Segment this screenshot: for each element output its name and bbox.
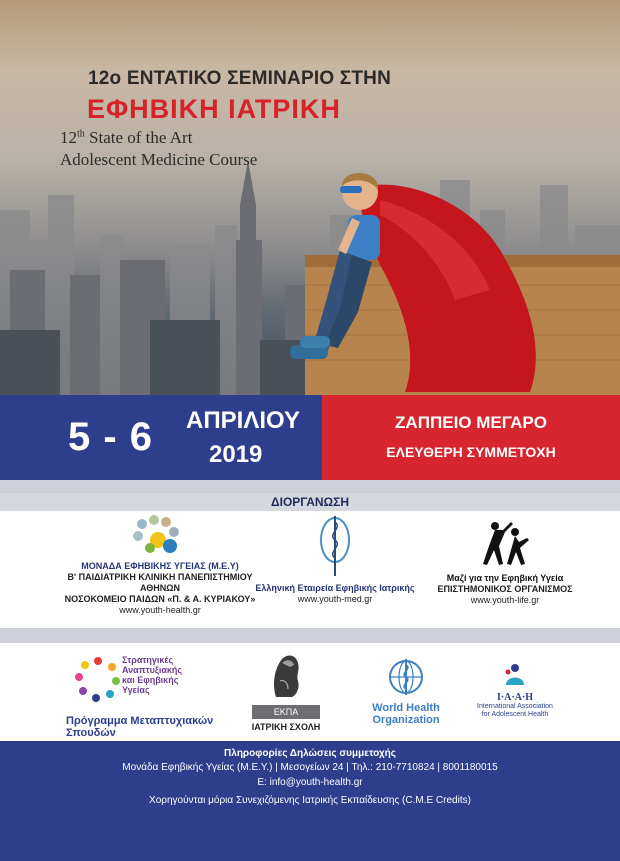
organizers-title: ΔΙΟΡΓΑΝΩΣΗ [0,493,620,511]
org3-type: ΕΠΙΣΤΗΜΟΝΙΚΟΣ ΟΡΓΑΝΙΣΜΟΣ [437,584,573,594]
venue-name: ΖΑΠΠΕΙΟ ΜΕΓΑΡΟ [395,413,547,432]
hero-image [0,0,620,395]
postgraduate-program [66,655,236,739]
date-panel [0,395,322,480]
org3-url[interactable]: www.youth-life.gr [470,595,540,605]
venue-panel [322,395,620,480]
ekpa-label: ΕΚΠΑ [252,705,320,719]
ekpa-medical-school [246,651,326,736]
organizer-youth-med [245,512,425,605]
free-entry: ΕΛΕΥΘΕΡΗ ΣΥΜΜΕΤΟΧΗ [386,444,556,460]
program-line4: Υγείας [122,685,150,695]
english-title-line2: Adolescent Medicine Course [60,150,258,169]
english-title-number: 12 [60,128,77,147]
dancers-logo-icon [475,518,535,568]
iaah-line2: for Adolescent Health [481,711,549,718]
organizer-youth-life [430,518,580,606]
footer-cme: Χορηγούνται μόρια Συνεχιζόμενης Ιατρικής Εκπαίδευσης (C.M.E Credits) [149,795,471,806]
program-title: Πρόγραμμα Μεταπτυχιακών Σπουδών [66,715,214,739]
org3-name: Μαζί για την Εφηβική Υγεία [446,573,564,583]
seminar-title: ΕΦΗΒΙΚΗ ΙΑΤΡΙΚΗ [87,94,341,124]
iaah-line1: International Association [477,703,553,710]
program-line1: Στρατηγικές [122,655,174,665]
people-circle-icon [74,655,122,703]
who-line1: World Health [372,702,440,714]
who-line2: Organization [372,714,440,726]
seminar-subtitle: 12ο ΕΝΤΑΤΙΚΟ ΣΕΜΙΝΑΡΙΟ ΣΤΗΝ [88,68,392,89]
org1-clinic: Β' ΠΑΙΔΙΑΤΡΙΚΗ ΚΛΙΝΙΚΗ ΠΑΝΕΠΙΣΤΗΜΙΟΥ ΑΘΗΝΩΝ [67,572,253,593]
event-year: 2019 [209,441,263,468]
org2-url[interactable]: www.youth-med.gr [297,594,373,604]
city-illustration [0,0,620,395]
divider-strip [0,628,620,643]
english-title-line1 [60,128,192,148]
society-logo-icon [315,512,355,578]
english-title-rest: State of the Art [84,128,193,147]
who-logo [366,657,446,737]
footer-contact [0,741,620,861]
organizer-mey [60,514,260,616]
event-days: 5 - 6 [68,415,154,459]
org2-name: Ελληνική Εταιρεία Εφηβικής Ιατρικής [255,583,415,593]
mey-logo-icon [130,514,190,556]
program-lines [122,655,182,695]
footer-address: Μονάδα Εφηβικής Υγείας (Μ.Ε.Υ.) | Μεσογείων 24 | Τηλ.: 210-7710824 | 8001180015 [122,762,498,773]
program-line3: και Εφηβικής [122,675,179,685]
footer-info-title: Πληροφορίες Δηλώσεις συμμετοχής [224,748,396,759]
org1-url[interactable]: www.youth-health.gr [119,605,201,615]
org1-hospital: ΝΟΣΟΚΟΜΕΙΟ ΠΑΙΔΩΝ «Π. & Α. ΚΥΡΙΑΚΟΥ» [64,594,256,604]
who-emblem-icon [386,657,426,697]
iaah-abbr: I·A·A·H [496,692,534,703]
program-line2: Αναπτυξιακής [122,665,183,675]
medical-school-label: ΙΑΤΡΙΚΗ ΣΧΟΛΗ [251,722,321,732]
iaah-logo [470,663,560,733]
sponsors-row [0,643,620,741]
divider-strip [0,480,620,493]
date-band [0,395,620,480]
footer-email[interactable]: E: info@youth-health.gr [257,777,363,788]
english-title-sup: th [77,128,85,140]
org1-name: ΜΟΝΑΔΑ ΕΦΗΒΙΚΗΣ ΥΓΕΙΑΣ (Μ.Ε.Υ) [81,561,239,571]
athena-head-icon [266,651,306,701]
event-month: ΑΠΡΙΛΙΟΥ [186,407,301,434]
iaah-figure-icon [502,663,528,687]
